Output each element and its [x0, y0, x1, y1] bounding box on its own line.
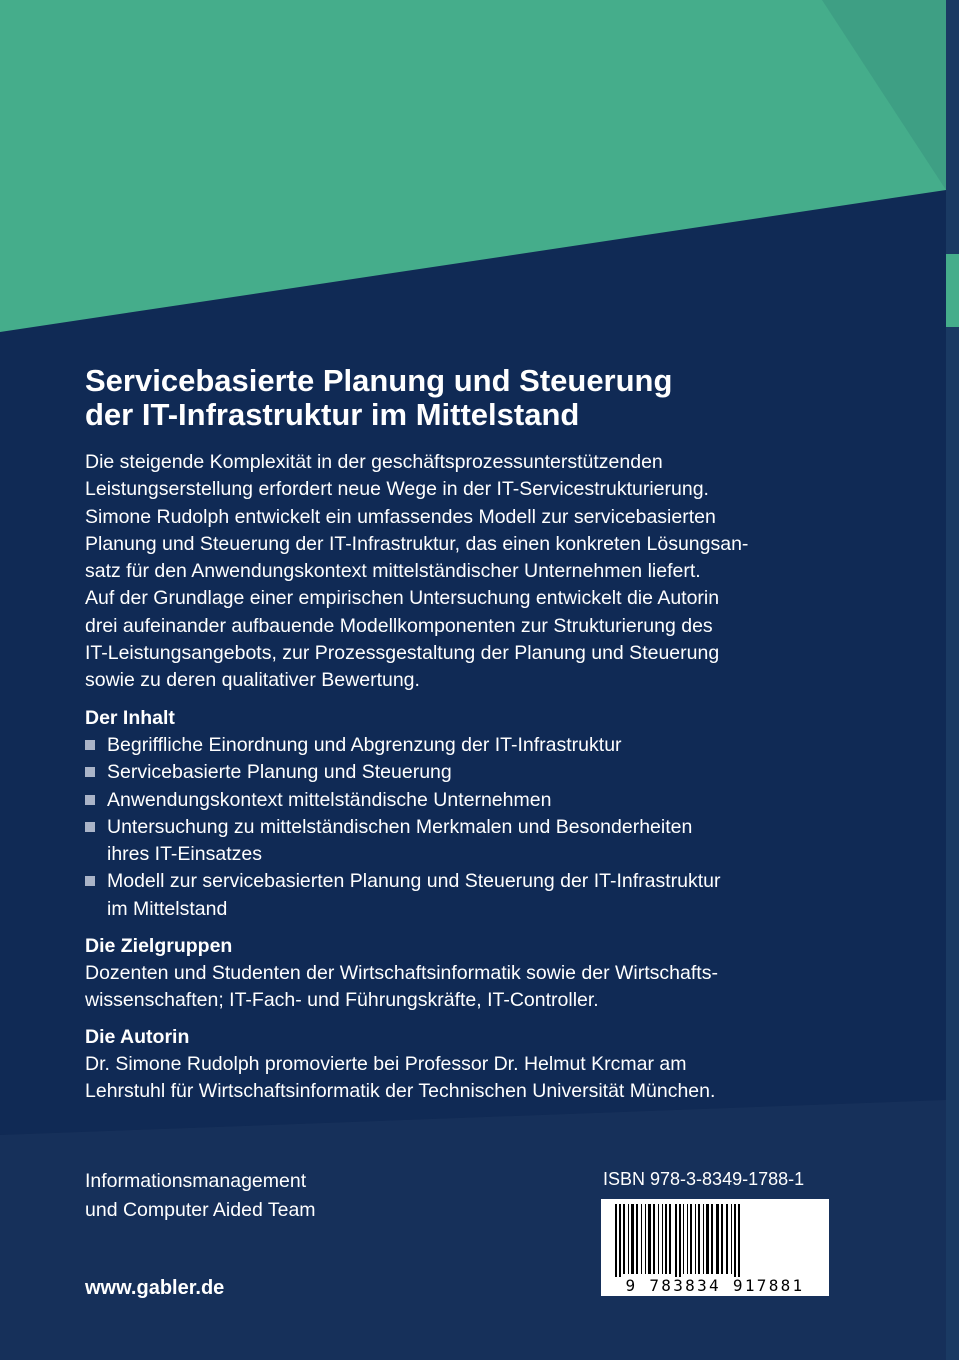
- intro-line: Leistungserstellung erfordert neue Wege in der IT-Servicestrukturierung.: [85, 478, 709, 501]
- intro-paragraph: [85, 449, 935, 695]
- author-line: Dr. Simone Rudolph promovierte bei Professor Dr. Helmut Krcmar am: [85, 1053, 687, 1075]
- isbn-label: ISBN 978-3-8349-1788-1: [603, 1169, 805, 1189]
- barcode-bar: [623, 1204, 625, 1274]
- barcode-bar: [703, 1204, 704, 1274]
- square-bullet-icon: [85, 876, 95, 886]
- intro-line: sowie zu deren qualitativer Bewertung.: [85, 669, 420, 692]
- barcode-bar: [706, 1204, 709, 1274]
- barcode-bar: [698, 1204, 700, 1274]
- intro-line: drei aufeinander aufbauende Modellkomponenten zur Strukturierung des: [85, 614, 713, 637]
- barcode-bar: [695, 1204, 696, 1274]
- series-line: und Computer Aided Team: [85, 1199, 316, 1221]
- barcode-bar: [716, 1204, 719, 1274]
- list-item: [85, 759, 905, 786]
- list-item: [85, 814, 905, 869]
- title-line-2: der IT-Infrastruktur im Mittelstand: [85, 397, 580, 432]
- barcode-bar: [687, 1204, 688, 1274]
- author-line: Lehrstuhl für Wirtschaftsinformatik der Technischen Universität München.: [85, 1080, 716, 1103]
- barcode-bar: [669, 1204, 671, 1274]
- barcode-bar: [658, 1204, 659, 1274]
- audience-text: [85, 960, 935, 1015]
- book-title: [85, 364, 905, 432]
- green-accent: [946, 254, 959, 327]
- audience-line: wissenschaften; IT-Fach- und Führungskräfte, IT-Controller.: [85, 989, 599, 1012]
- list-item-text-continued: ihres IT-Einsatzes: [107, 843, 262, 866]
- series-line: Informationsmanagement: [85, 1170, 307, 1192]
- audience-heading: Die Zielgruppen: [85, 935, 233, 957]
- barcode-bar: [690, 1204, 692, 1274]
- barcode-bar: [711, 1204, 713, 1274]
- intro-line: Simone Rudolph entwickelt ein umfassendes Modell zur servicebasierten: [85, 505, 716, 528]
- author-text: [85, 1051, 935, 1106]
- list-item: [85, 732, 905, 759]
- barcode-bar: [665, 1204, 667, 1274]
- intro-line: IT-Leistungsangebots, zur Prozessgestaltung der Planung und Steuerung: [85, 642, 720, 665]
- barcode-bar: [648, 1204, 651, 1274]
- list-item: [85, 868, 905, 923]
- intro-line: Planung und Steuerung der IT-Infrastruktur, das einen konkreten Lösungsan-: [85, 532, 749, 555]
- barcode-bar: [731, 1204, 732, 1274]
- square-bullet-icon: [85, 822, 95, 832]
- barcode-bar: [619, 1204, 621, 1288]
- list-item-text: Anwendungskontext mittelständische Unternehmen: [107, 788, 552, 811]
- barcode-bar: [653, 1204, 655, 1274]
- contents-list: [85, 732, 905, 923]
- barcode-bar: [615, 1204, 617, 1288]
- list-item-text: Modell zur servicebasierten Planung und Steuerung der IT-Infrastruktur: [107, 870, 721, 893]
- audience-line: Dozenten und Studenten der Wirtschaftsinformatik sowie der Wirtschafts-: [85, 962, 718, 984]
- barcode-bar: [662, 1204, 663, 1274]
- isbn-barcode: [601, 1199, 829, 1296]
- intro-line: satz für den Anwendungskontext mittelständischer Unternehmen liefert.: [85, 560, 701, 583]
- list-item-text: Untersuchung zu mittelständischen Merkmalen und Besonderheiten: [107, 815, 693, 838]
- barcode-bar: [636, 1204, 638, 1274]
- author-heading: Die Autorin: [85, 1026, 190, 1048]
- barcode-bar: [631, 1204, 634, 1274]
- barcode-bar: [683, 1204, 684, 1274]
- square-bullet-icon: [85, 740, 95, 750]
- series-name: [85, 1167, 316, 1225]
- right-strip: [946, 0, 959, 1360]
- barcode-bar: [628, 1204, 629, 1274]
- barcode-digits: 9 783834 917881: [601, 1277, 829, 1295]
- barcode-bar: [726, 1204, 728, 1274]
- barcode-bar: [721, 1204, 723, 1274]
- intro-line: Die steigende Komplexität in der geschäftsprozessunterstützenden: [85, 451, 663, 473]
- title-line-1: Servicebasierte Planung und Steuerung: [85, 363, 673, 398]
- barcode-bar: [645, 1204, 646, 1274]
- publisher-website: www.gabler.de: [85, 1277, 225, 1299]
- square-bullet-icon: [85, 795, 95, 805]
- list-item-text: Servicebasierte Planung und Steuerung: [107, 761, 452, 784]
- list-item-text-continued: im Mittelstand: [107, 897, 228, 920]
- barcode-bar: [641, 1204, 642, 1274]
- list-item-text: Begriffliche Einordnung und Abgrenzung der IT-Infrastruktur: [107, 734, 622, 756]
- contents-heading: Der Inhalt: [85, 707, 175, 729]
- square-bullet-icon: [85, 767, 95, 777]
- list-item: [85, 787, 905, 814]
- intro-line: Auf der Grundlage einer empirischen Untersuchung entwickelt die Autorin: [85, 587, 720, 610]
